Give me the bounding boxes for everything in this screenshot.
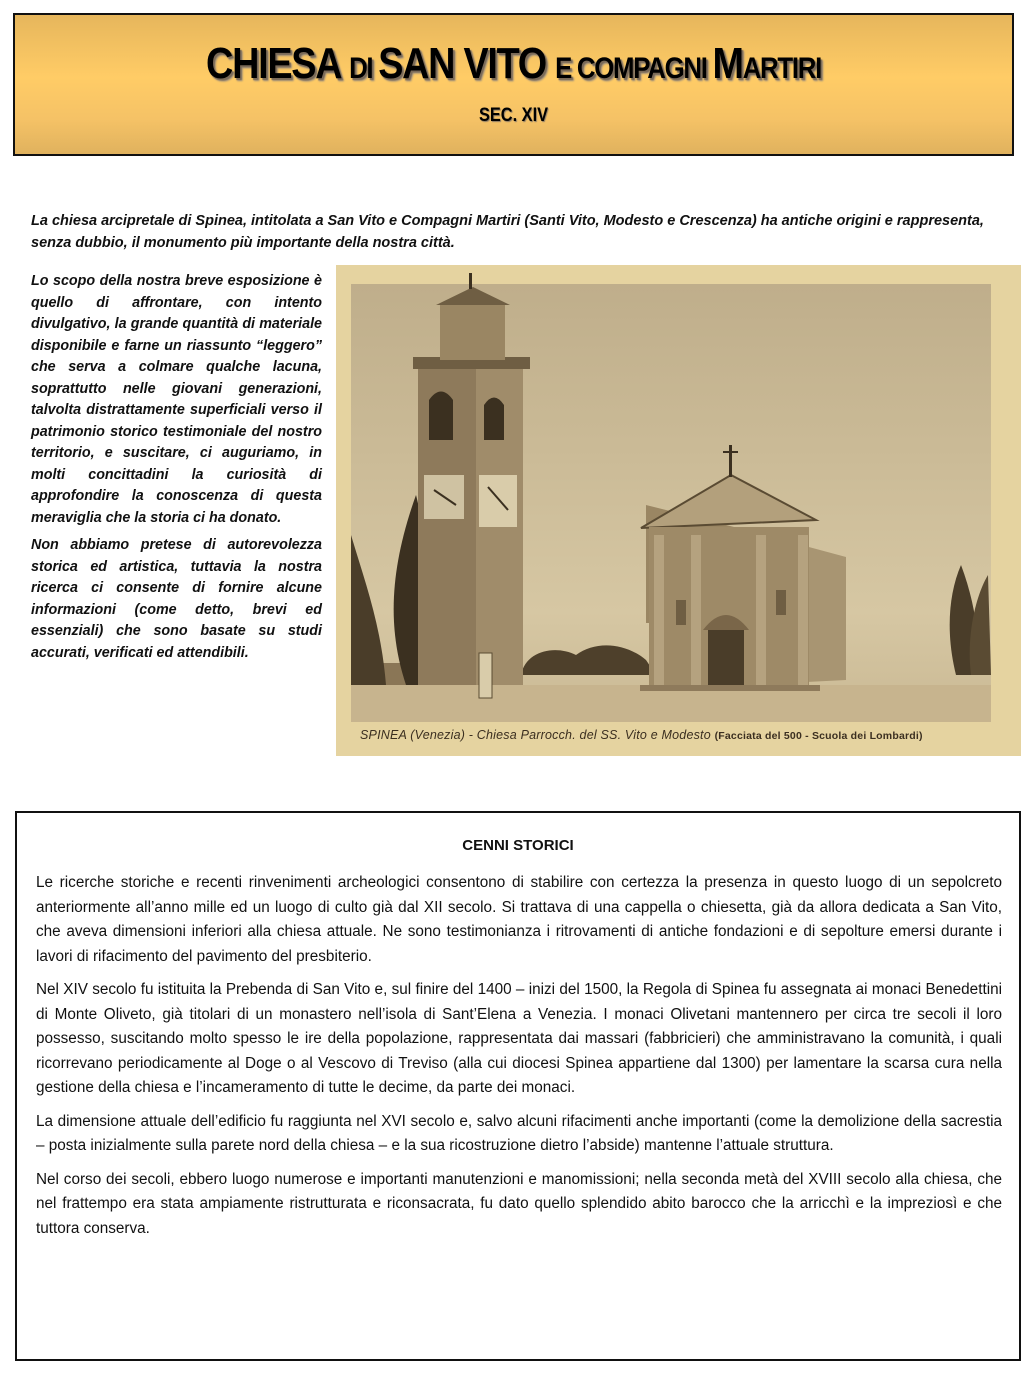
left-paragraph: Lo scopo della nostra breve esposizione è quello di affrontare, con intento divulgativo, la grande quantità di materiale disponibile e farne un riassunto “leggero” che serva a colmare qualche lacuna, soprattutto nelle giovani generazioni, talvolta distrattamente superficiali verso il patrimonio storico testimoniale del nostro territorio, e suscitare, ci auguriamo, in molti concittadini la curiosità di approfondire la conoscenza di questa meraviglia che la storia ci ha donato.	[31, 273, 322, 526]
page-subtitle: SEC. XIV	[478, 105, 549, 126]
title-banner	[13, 13, 1014, 156]
title-part: M	[712, 39, 743, 88]
church-illustration	[336, 265, 1021, 756]
caption-main: SPINEA (Venezia) - Chiesa Parrocch. del SS. Vito e Modesto	[360, 728, 715, 742]
title-part: DI	[349, 52, 379, 85]
caption-note: (Facciata del 500 - Scuola dei Lombardi)	[714, 730, 923, 742]
history-title: CENNI STORICI	[462, 837, 574, 854]
church-postcard-image	[336, 265, 1021, 756]
intro-paragraph: La chiesa arcipretale di Spinea, intitolata a San Vito e Compagni Martiri (Santi Vito, Modesto e Crescenza) ha antiche origini e rappresenta, senza dubbio, il monumento più importante della nostra città.	[31, 213, 984, 251]
history-paragraph: Nel corso dei secoli, ebbero luogo numerose e importanti manutenzioni e manomissioni; nella seconda metà del XVIII secolo alla chiesa, che nel frattempo era stata ampiamente ristrutturata e riconsacrata, fu dato quello splendido abito barocco che la arricchì e la impreziosì e che tuttora conserva.	[36, 1170, 1002, 1237]
history-paragraph: Le ricerche storiche e recenti rinvenimenti archeologici consentono di stabilire con certezza la presenza in questo luogo di un sepolcreto anteriormente all’anno mille ed un luogo di culto già dal XII secolo. Si trattava di una cappella o chiesetta, già da allora dedicata a San Vito, che aveva dimensioni inferiori alla chiesa attuale. Ne sono testimonianza i ritrovamenti di antiche fondazioni e di sepolture emersi durante i lavori di rifacimento del pavimento del presbiterio.	[36, 874, 1002, 965]
history-paragraph: La dimensione attuale dell’edificio fu raggiunta nel XVI secolo e, salvo alcuni rifacimenti anche importanti (come la demolizione della sacrestia – posta inizialmente sulla parete nord della chiesa – e la sua ricostruzione dietro l’abside) mantenne l’attuale struttura.	[36, 1112, 1002, 1154]
history-paragraph: Nel XIV secolo fu istituita la Prebenda di San Vito e, sul finire del 1400 – inizi del 1500, la Regola di Spinea fu assegnata ai monaci Benedettini di Monte Oliveto, già titolari di un monastero nell’isola di Sant’Elena a Venezia. I monaci Olivetani mantennero per circa tre secoli il loro possesso, suscitando molto spesso le ire della popolazione, rappresentata dai massari (fabbricieri) che amministravano la comunità, i quali ricorrevano periodicamente al Doge o al Vescovo di Treviso (alla cui diocesi Spinea appartiene dal 1300) per lamentare la scarsa cura nella gestione della chiesa e l’incameramento di tutte le decime, da parte dei monaci.	[36, 981, 1002, 1096]
history-box	[15, 811, 1021, 1361]
postcard-caption	[360, 728, 923, 742]
title-part: CHIESA	[206, 39, 350, 88]
left-column	[31, 271, 322, 670]
title-part: SAN VITO	[378, 39, 556, 88]
page-title	[85, 39, 942, 89]
left-paragraph: Non abbiamo pretese di autorevolezza storica ed artistica, tuttavia la nostra ricerca ci consente di fornire alcune informazioni (come detto, brevi ed essenziali) che sono basate su studi accurati, verificati ed attendibili.	[31, 537, 322, 661]
history-body	[36, 871, 1002, 1250]
title-part: ARTIRI	[742, 52, 821, 85]
title-part: E COMPAGNI	[555, 52, 713, 85]
